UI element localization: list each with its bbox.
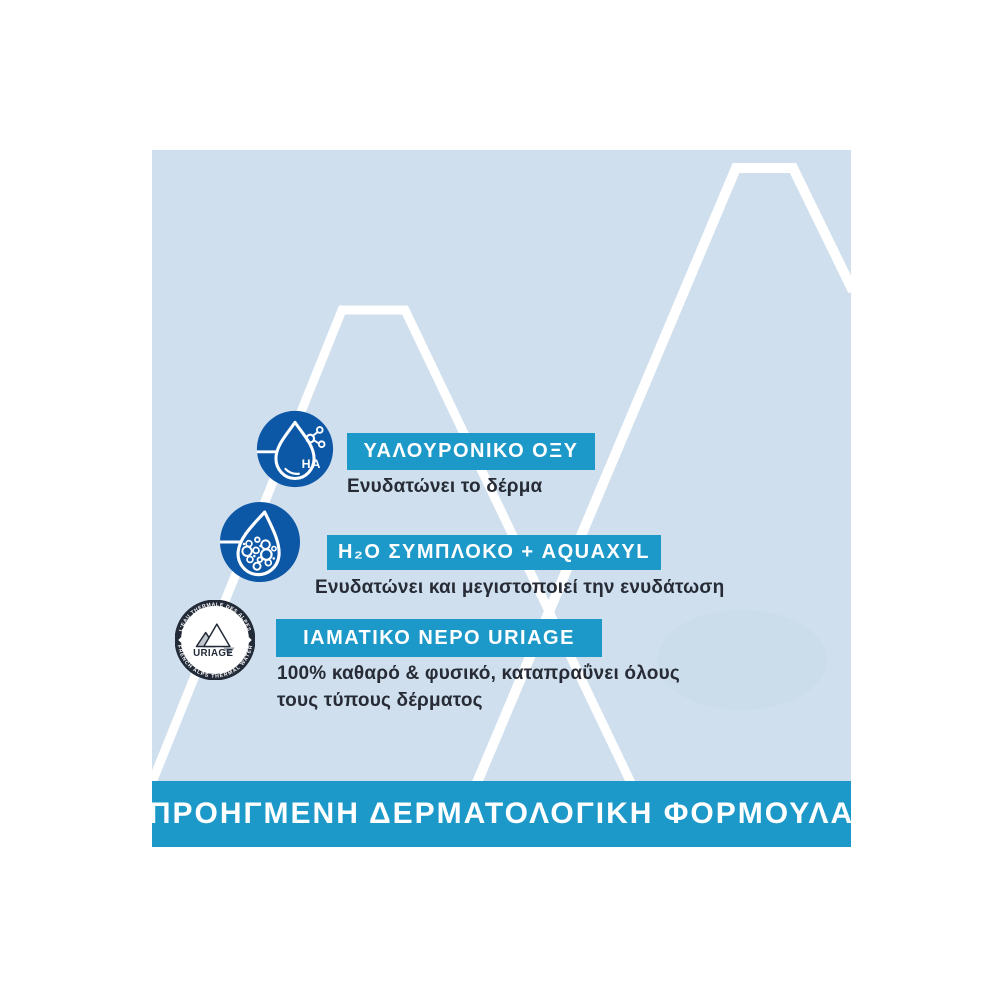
subtitle-line-2: τους τύπους δέρματος xyxy=(277,690,483,711)
uriage-thermal-water-logo xyxy=(175,600,255,680)
ha-label: HA xyxy=(301,457,322,472)
logo-ring-text-bottom: FRENCH ALPS THERMAL WATER xyxy=(175,644,255,680)
ha-water-drop-icon xyxy=(255,409,335,489)
mountain-outline-art xyxy=(152,150,851,847)
ingredient-banner-thermal-water: ΙΑΜΑΤΙΚΟ ΝΕΡΟ URIAGE xyxy=(276,619,602,657)
bubbles-water-drop-icon xyxy=(219,501,301,583)
ingredient-banner-h2o-complex: H₂O ΣΥΜΠΛΟΚΟ + AQUAXYL xyxy=(327,535,661,570)
logo-ring-text-top: L'EAU THERMALE DES ALPES xyxy=(178,601,252,633)
ingredient-subtitle-hyaluronic: Ενυδατώνει το δέρμα xyxy=(347,476,543,497)
ingredient-banner-hyaluronic: ΥΑΛΟΥΡΟΝΙΚΟ ΟΞΥ xyxy=(347,433,595,470)
footer-banner: ΠΡΟΗΓΜΕΝΗ ΔΕΡΜΑΤΟΛΟΓΙΚΗ ΦΟΡΜΟΥΛΑ xyxy=(152,781,851,847)
ingredient-subtitle-h2o-complex: Ενυδατώνει και μεγιστοποιεί την ενυδάτωση xyxy=(315,577,725,598)
faint-shadow-blob xyxy=(657,610,827,710)
subtitle-line-1: 100% καθαρό & φυσικό, καταπραΰνει όλους xyxy=(277,663,680,684)
logo-brand-text: URIAGE xyxy=(193,647,234,659)
ingredient-subtitle-thermal-water xyxy=(277,660,680,714)
